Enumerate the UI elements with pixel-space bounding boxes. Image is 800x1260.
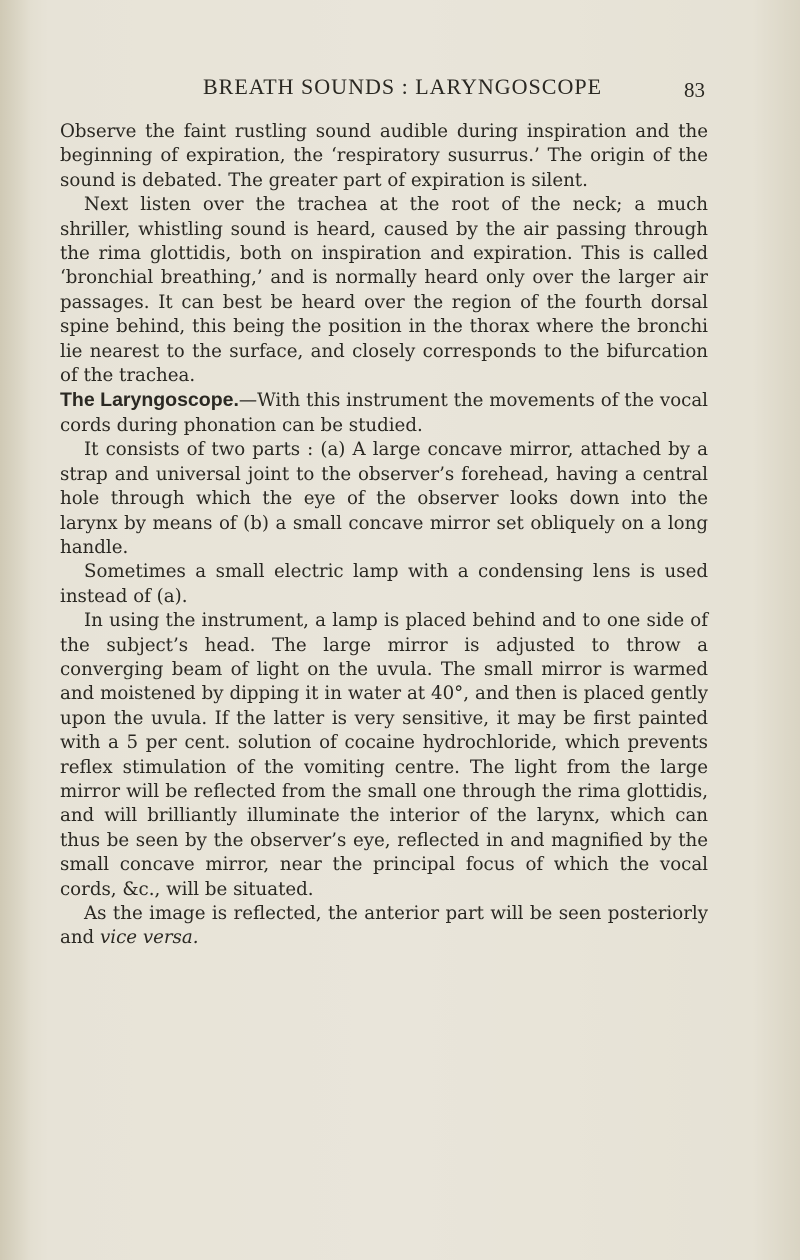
reflected-text: As the image is reflected, the anterior part will be seen posteriorly and [60,903,708,949]
section-intro-text: —With this instrument the movements of the vocal cords during phonation can be studied. [60,390,708,436]
page-header [0,74,800,104]
page-edge-shadow [0,0,30,1260]
paragraph-respiratory-susurrus: Observe the faint rustling sound audible during inspiration and the beginning of expiration, the ‘respiratory susurrus.’ The origin of the sound is debated. The greater part of expiration is silent. [60,121,708,191]
paragraph-bronchial-breathing: Next listen over the trachea at the root of the neck; a much shriller, whistling sound is heard, caused by the air passing through the rima glottidis, both on inspiration and expiration. This is called ‘bronchial breathing,’ and is normally heard only over the larger air passages. It can best be heard over the region of the fourth dorsal spine behind, this being the position in the thorax where the bronchi lie nearest to the surface, and closely corresponds to the bifurcation of the trachea. [60,194,708,387]
paragraph-using-instrument: In using the instrument, a lamp is placed behind and to one side of the subject’s head. The large mirror is adjusted to throw a converging beam of light on the uvula. The small mirror is warmed and moistened by dipping it in water at 40°, and then is placed gently upon the uvula. If the latter is very sensitive, it may be first painted with a 5 per cent. solution of cocaine hydrochloride, which prevents reflex stimulation of the vomiting centre. The light from the large mirror will be reflected from the small one through the rima glottidis, and will brilliantly illuminate the interior of the larynx, which can thus be seen by the observer’s eye, reflected in and magnified by the small concave mirror, near the principal focus of which the vocal cords, &c., will be situated. [60,610,708,900]
vice-versa-italic: vice versa. [100,927,199,949]
paragraph-electric-lamp: Sometimes a small electric lamp with a condensing lens is used instead of (a). [60,561,708,607]
section-heading: The Laryngoscope. [60,389,239,412]
paragraph-image-reflected [60,902,708,951]
body-text [60,120,708,951]
page-number: 83 [684,78,705,102]
paragraph-laryngoscope-intro [60,388,708,438]
paragraph-two-parts: It consists of two parts : (a) A large concave mirror, attached by a strap and universal joint to the observer’s forehead, having a central hole through which the eye of the observer looks down into the larynx by means of (b) a small concave mirror set obliquely on a long handle. [60,439,708,558]
running-head: BREATH SOUNDS : LARYNGOSCOPE [203,74,603,99]
